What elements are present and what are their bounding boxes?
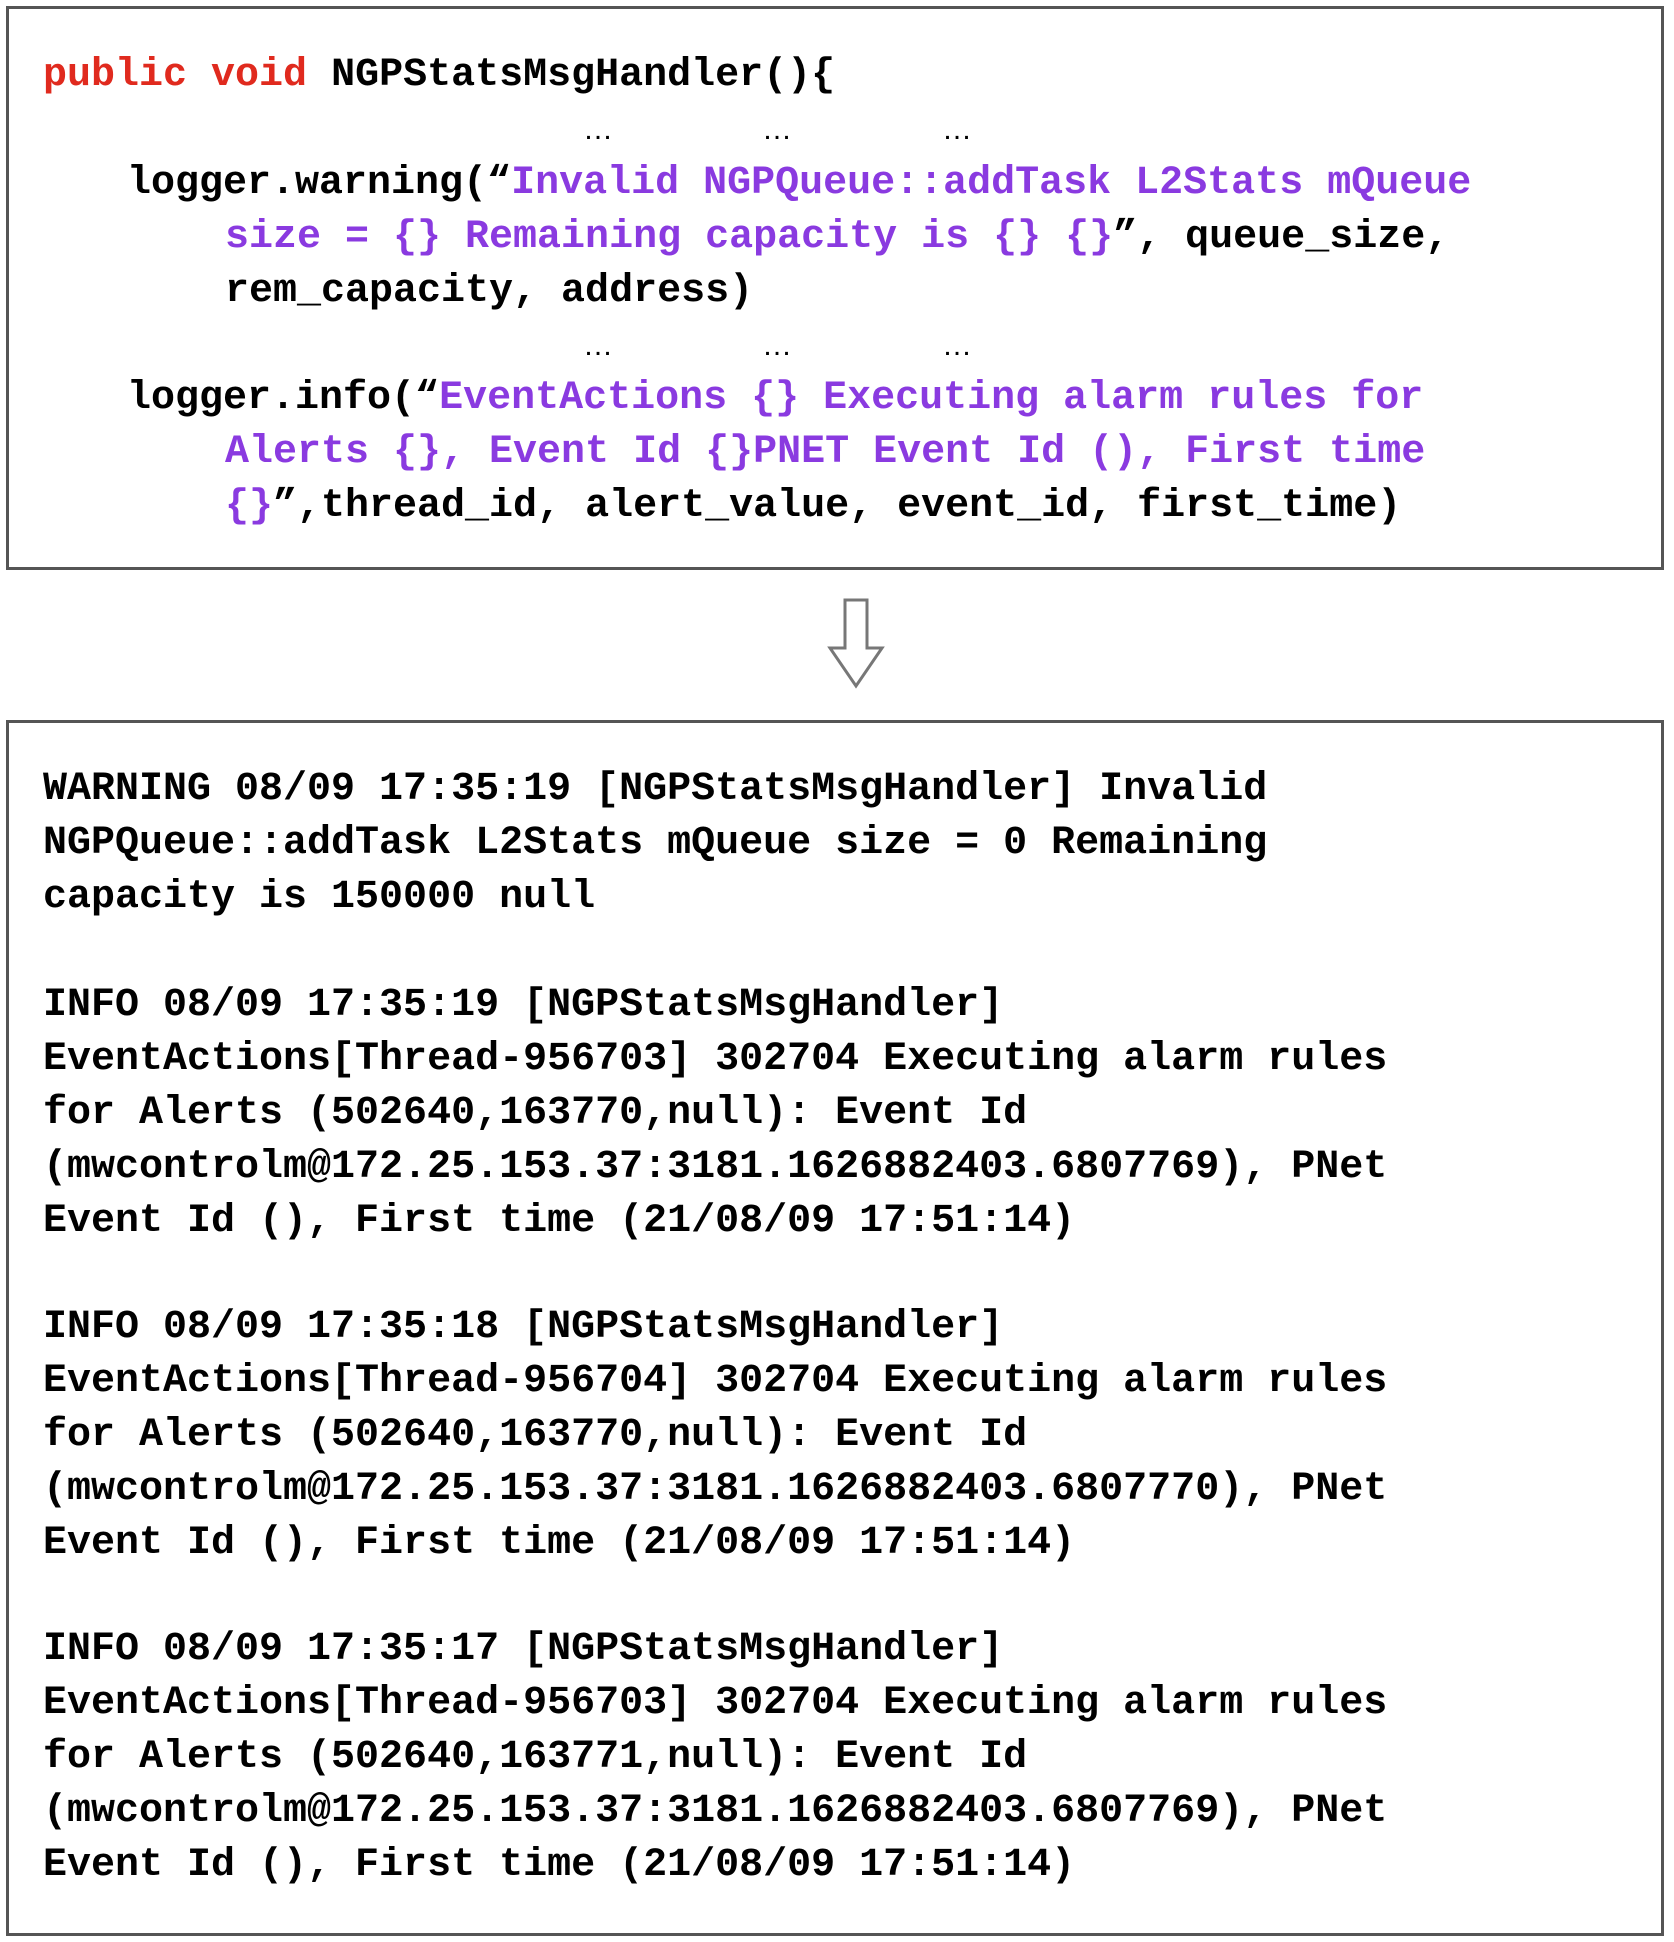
log-line: WARNING 08/09 17:35:19 [NGPStatsMsgHandler] Invalid <box>43 767 1268 812</box>
ellipsis: … <box>583 113 613 146</box>
log-line: (mwcontrolm@172.25.153.37:3181.1626882403.6807770), PNet <box>43 1467 1388 1512</box>
ellipsis: … <box>762 329 792 362</box>
log-line: Event Id (), First time (21/08/09 17:51:14) <box>43 1521 1076 1566</box>
log-line: Event Id (), First time (21/08/09 17:51:14) <box>43 1843 1076 1888</box>
info-format-string: {} <box>225 484 274 529</box>
log-line: NGPQueue::addTask L2Stats mQueue size = 0 Remaining <box>43 821 1268 866</box>
info-format-string: Alerts {}, Event Id {}PNET Event Id (), First time <box>225 430 1426 475</box>
source-code-box <box>6 6 1664 570</box>
keyword-void: void <box>211 53 308 98</box>
ellipsis: … <box>942 113 972 146</box>
keyword-public: public <box>43 53 188 98</box>
log-line: for Alerts (502640,163771,null): Event Id <box>43 1735 1028 1780</box>
warning-format-string: Invalid NGPQueue::addTask L2Stats mQueue <box>511 161 1472 206</box>
method-signature <box>43 49 835 103</box>
log-output-box <box>6 720 1664 1936</box>
down-arrow-icon <box>826 598 886 690</box>
warning-call-line-2: size = {} Remaining capacity is {} {}”, queue_size, <box>225 215 1450 260</box>
warning-call-line-3: rem_capacity, address) <box>225 269 754 314</box>
log-line: EventActions[Thread-956703] 302704 Executing alarm rules <box>43 1681 1388 1726</box>
ellipsis: … <box>762 113 792 146</box>
log-line: EventActions[Thread-956703] 302704 Executing alarm rules <box>43 1037 1388 1082</box>
ellipsis: … <box>942 329 972 362</box>
info-format-string: EventActions {} Executing alarm rules for <box>439 376 1424 421</box>
method-name: NGPStatsMsgHandler(){ <box>331 53 836 98</box>
log-line: (mwcontrolm@172.25.153.37:3181.1626882403.6807769), PNet <box>43 1145 1388 1190</box>
log-line: Event Id (), First time (21/08/09 17:51:14) <box>43 1199 1076 1244</box>
log-line: INFO 08/09 17:35:18 [NGPStatsMsgHandler] <box>43 1305 1004 1350</box>
info-call-line-1: logger.info(“EventActions {} Executing alarm rules for <box>127 376 1424 421</box>
log-line: EventActions[Thread-956704] 302704 Executing alarm rules <box>43 1359 1388 1404</box>
log-line: INFO 08/09 17:35:17 [NGPStatsMsgHandler] <box>43 1627 1004 1672</box>
log-line: for Alerts (502640,163770,null): Event Id <box>43 1091 1028 1136</box>
log-line: (mwcontrolm@172.25.153.37:3181.1626882403.6807769), PNet <box>43 1789 1388 1834</box>
warning-format-string: size = {} Remaining capacity is {} {} <box>225 215 1114 260</box>
log-line: capacity is 150000 null <box>43 875 596 920</box>
log-line: for Alerts (502640,163770,null): Event Id <box>43 1413 1028 1458</box>
info-call-line-2 <box>225 426 1425 480</box>
info-call-line-3: {}”,thread_id, alert_value, event_id, first_time) <box>225 484 1402 529</box>
ellipsis: … <box>583 329 613 362</box>
warning-call-line-1: logger.warning(“Invalid NGPQueue::addTask L2Stats mQueue <box>127 161 1472 206</box>
log-line: INFO 08/09 17:35:19 [NGPStatsMsgHandler] <box>43 983 1004 1028</box>
